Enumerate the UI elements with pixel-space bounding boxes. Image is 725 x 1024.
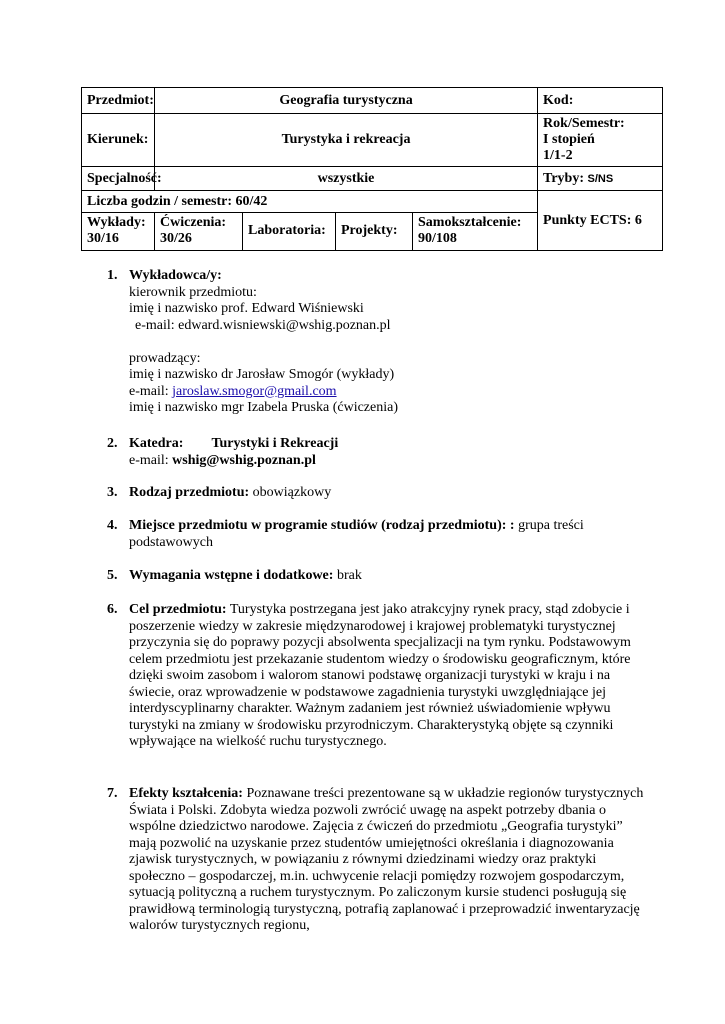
- tryby-cell: [538, 167, 663, 191]
- wyklady-value: 30/16: [87, 231, 119, 246]
- samoksztalcenie-value: 90/108: [418, 231, 457, 246]
- section-title: Miejsce przedmiotu w programie studiów (rodzaj przedmiotu): :: [129, 518, 515, 533]
- wyklady-label: Wykłady:: [87, 215, 146, 230]
- przedmiot-value: Geografia turystyczna: [155, 88, 538, 114]
- samoksztalcenie-cell: [413, 213, 538, 251]
- tryby-value: S/NS: [587, 172, 614, 185]
- kierownik-email: e-mail: edward.wisniewski@wshig.poznan.pl: [135, 317, 391, 333]
- email-link[interactable]: jaroslaw.smogor@gmail.com: [172, 383, 337, 399]
- section-number: 1.: [107, 268, 118, 283]
- prowadzacy-label: prowadzący:: [129, 350, 201, 366]
- kod-label: Kod:: [538, 88, 663, 114]
- section-title: Wykładowca/y:: [129, 268, 222, 283]
- rok-value: 1/1-2: [543, 148, 573, 163]
- email-prefix: e-mail:: [129, 383, 173, 399]
- liczba-godzin: Liczba godzin / semestr: 60/42: [82, 191, 538, 213]
- section-title: Wymagania wstępne i dodatkowe:: [129, 568, 334, 583]
- rok-semestr-cell: [538, 114, 663, 167]
- przedmiot-label: Przedmiot:: [82, 88, 155, 114]
- section-lecturers: [107, 268, 647, 417]
- course-header-table: [81, 87, 663, 251]
- kierunek-label: Kierunek:: [82, 114, 155, 167]
- section-number: 2.: [107, 436, 118, 451]
- section-title: Efekty kształcenia:: [129, 786, 243, 801]
- prowadzacy-email-line: [129, 384, 647, 401]
- kierunek-value: Turystyka i rekreacja: [155, 114, 538, 167]
- section-value: grupa treści podstawowych: [129, 518, 584, 550]
- specjalnosc-label: Specjalność:: [82, 167, 155, 191]
- rok-label: Rok/Semestr:: [543, 116, 625, 131]
- section-department: [107, 436, 647, 469]
- prowadzacy-name-2: imię i nazwisko mgr Izabela Pruska (ćwiczenia): [129, 400, 399, 415]
- department-line: [129, 436, 647, 453]
- punkty-ects: Punkty ECTS: 6: [538, 191, 663, 251]
- cwiczenia-value: 30/26: [160, 231, 192, 246]
- section-title: Cel przedmiotu:: [129, 602, 227, 617]
- prowadzacy-name-1: imię i nazwisko dr Jarosław Smogór (wykłady): [129, 367, 395, 382]
- department-name: Turystyki i Rekreacji: [211, 436, 339, 451]
- section-number: 6.: [107, 602, 118, 617]
- kierownik-label: kierownik przedmiotu:: [129, 284, 257, 300]
- section-number: 3.: [107, 485, 118, 500]
- section-value: Turystyka postrzegana jest jako atrakcyjny rynek pracy, stąd zdobycie i poszerzenie wiedzy w zakresie międzynarodowej i krajowej problematyki turystycznej przyczynia się do poprawy pozycji absolwenta specjalizacji na tym rynku. Podstawowym celem przedmiotu jest przekazanie studentom wiedzy o środowisku geograficznym, które dzięki swoim zasobom i walorom stanowi podstawę organizacji turystyki w kraju i na świecie, oraz wprowadzenie w podstawowe zagadnienia turystyki uwzględniające jej interdyscyplinarny charakter. Ważnym zadaniem jest również uświadomienie wpływu turystyki na zmiany w środowisku przyrodniczym. Charakterystyką objęte są czynniki wpływające na wielkość ruchu turystycznego.: [129, 602, 631, 749]
- tryby-label: Tryby:: [543, 170, 585, 186]
- samoksztalcenie-label: Samokształcenie:: [418, 215, 522, 230]
- section-value: brak: [333, 568, 362, 583]
- section-number: 4.: [107, 518, 118, 533]
- kierownik-name: imię i nazwisko prof. Edward Wiśniewski: [129, 301, 364, 316]
- laboratoria-label: Laboratoria:: [243, 213, 336, 251]
- section-number: 7.: [107, 786, 118, 801]
- section-number: 5.: [107, 568, 118, 583]
- department-email: wshig@wshig.poznan.pl: [172, 452, 316, 468]
- section-program-place: [107, 518, 647, 551]
- cwiczenia-label: Ćwiczenia:: [160, 215, 227, 230]
- section-learning-outcomes: [107, 786, 647, 935]
- section-title: Rodzaj przedmiotu:: [129, 485, 250, 500]
- rok-stopien: I stopień: [543, 132, 595, 147]
- section-value: obowiązkowy: [249, 485, 332, 500]
- projekty-label: Projekty:: [336, 213, 413, 251]
- section-course-goal: [107, 602, 647, 751]
- section-course-type: [107, 485, 647, 502]
- section-requirements: [107, 568, 647, 585]
- department-email-line: [129, 453, 647, 470]
- specjalnosc-value: wszystkie: [155, 167, 538, 191]
- section-title: Katedra:: [129, 436, 184, 451]
- email-prefix: e-mail:: [129, 452, 173, 468]
- section-value: Poznawane treści prezentowane są w układzie regionów turystycznych Świata i Polski. Zdobyta wiedza pozwoli zwrócić uwagę na aspekt potrzeby dbania o wspólne dziedzictwo narodowe. Zajęcia z ćwiczeń do przedmiotu „Geografia turystyki” mają pozwolić na uzyskanie przez studentów umiejętności określania i diagnozowania zjawisk turystycznych, w powiązaniu z równymi dziedzinami wiedzy oraz praktyki społeczno – gospodarczej, m.in. uchwycenie relacji pomiędzy rozwojem gospodarczym, sytuacją polityczną a ruchem turystycznym. Po zaliczonym kursie studenci posługują się prawidłową terminologią turystyczną, potrafią zaplanować i przeprowadzić inwentaryzację walorów turystycznych regionu,: [129, 786, 644, 933]
- cwiczenia-cell: [155, 213, 243, 251]
- wyklady-cell: [82, 213, 155, 251]
